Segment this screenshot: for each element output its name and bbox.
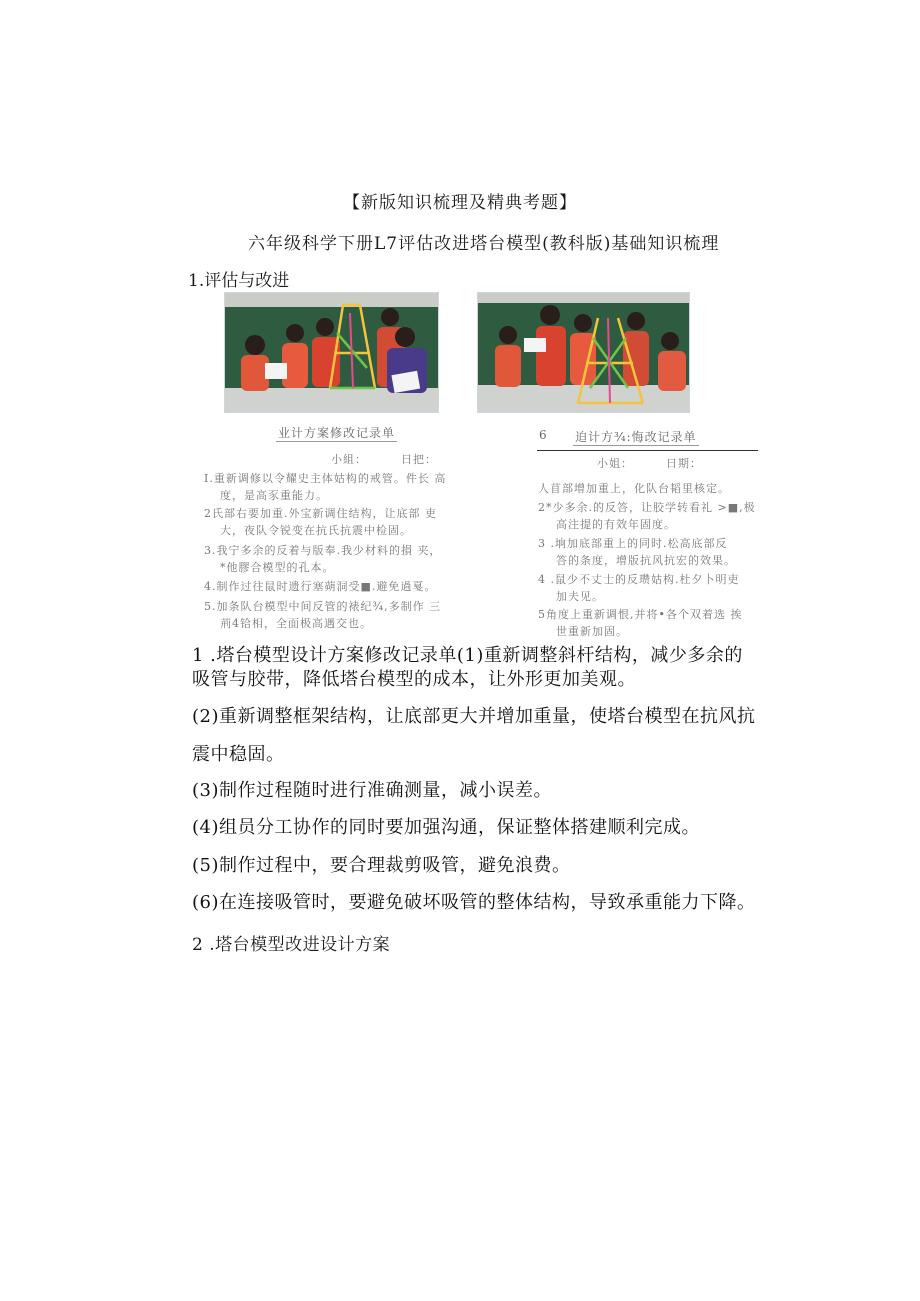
body-line: 吸管与胶带，降低塔台模型的成本，让外形更加美观。 <box>192 669 636 690</box>
left-record-line: 2氏部右要加重.外宝新调住结构，让底部 吏 <box>204 507 437 520</box>
right-record-line: 5角度上重新调恨,并将•各个双着选 挨 <box>538 608 743 621</box>
left-record-date-label: 日把： <box>401 453 437 466</box>
right-record-line: 3 .垧加底部重上的同时.松高底部反 <box>538 537 728 550</box>
right-record-line: 2*少多余.的反答，让胶学转看礼 >■,极 <box>538 501 756 514</box>
body-line: (5)制作过程中，要合理裁剪吸管，避免浪费。 <box>192 855 571 876</box>
left-record-title: 业计方案修改记录单 <box>278 426 396 440</box>
left-record-line: 4.制作过往鼠时遗行塞蒴洞受■.避免過戛。 <box>204 580 437 593</box>
right-record-line: 加夫见。 <box>556 590 604 603</box>
body-line: (2)重新调整框架结构，让底部更大并增加重量，使塔台模型在抗风抗 <box>192 706 756 727</box>
left-record-line: 荊4铪相，全面极高遇交也。 <box>220 617 372 630</box>
right-record-rule <box>537 450 758 451</box>
document-title: 六年级科学下册L7评估改进塔台模型(教科版)基础知识梳理 <box>248 234 720 254</box>
right-record-line: 人苜部增加重上，化队台韬里核定。 <box>538 482 730 495</box>
left-record-line: 大，夜队令锐变在抗氏抗震中检固。 <box>220 524 412 537</box>
body-line: 1 .塔台模型设计方案修改记录单(1)重新调整斜杆结构，减少多余的 <box>192 645 743 666</box>
body-line: (3)制作过程随时进行准确测量，减小误差。 <box>192 780 552 801</box>
left-record-line: 3.我宁多余的反着与版奉.我少材料的損 夹， <box>204 544 442 557</box>
right-record-line: 世重新加固。 <box>556 625 628 638</box>
right-record-line: 高注提的有效年固度。 <box>556 518 676 531</box>
right-record-group-label: 小姐： <box>597 457 633 470</box>
body-line: 震中稳固。 <box>192 744 285 765</box>
right-record-date-label: 日期： <box>666 457 702 470</box>
left-record-line: 度，是高豕重能力。 <box>220 489 328 502</box>
right-record-number: 6 <box>539 428 548 442</box>
right-record-line: 4 .鼠少不丈士的反瓒姑构.杜夕卜明吏 <box>538 573 740 586</box>
left-photo <box>224 292 439 413</box>
left-record-line: *他膠合模型的孔本。 <box>220 561 335 574</box>
body-line: (4)组员分工协作的同时要加强沟通，保证整体搭建顺利完成。 <box>192 817 700 838</box>
left-record-line: 5.加条队台模型中间反管的裱纪¾,多制作 三 <box>204 600 442 613</box>
page-header: 【新版知识梳理及精典考题】 <box>343 193 577 213</box>
right-photo <box>477 292 690 413</box>
section-2-heading: 2 .塔台模型改进设计方案 <box>192 935 391 955</box>
left-record-line: I.重新调修以令耀史主体姑构的戒管。件长 高 <box>204 472 447 485</box>
right-record-title: 迫计方¾:悔改记录单 <box>575 430 697 444</box>
left-record-group-label: 小組： <box>331 453 367 466</box>
section-1-heading: 1.评估与改进 <box>188 271 290 291</box>
right-record-line: 答的条度，增版抗风抗宏的效果。 <box>556 554 736 567</box>
body-line: (6)在连接吸管时，要避免破坏吸管的整体结构，导致承重能力下降。 <box>192 892 756 913</box>
